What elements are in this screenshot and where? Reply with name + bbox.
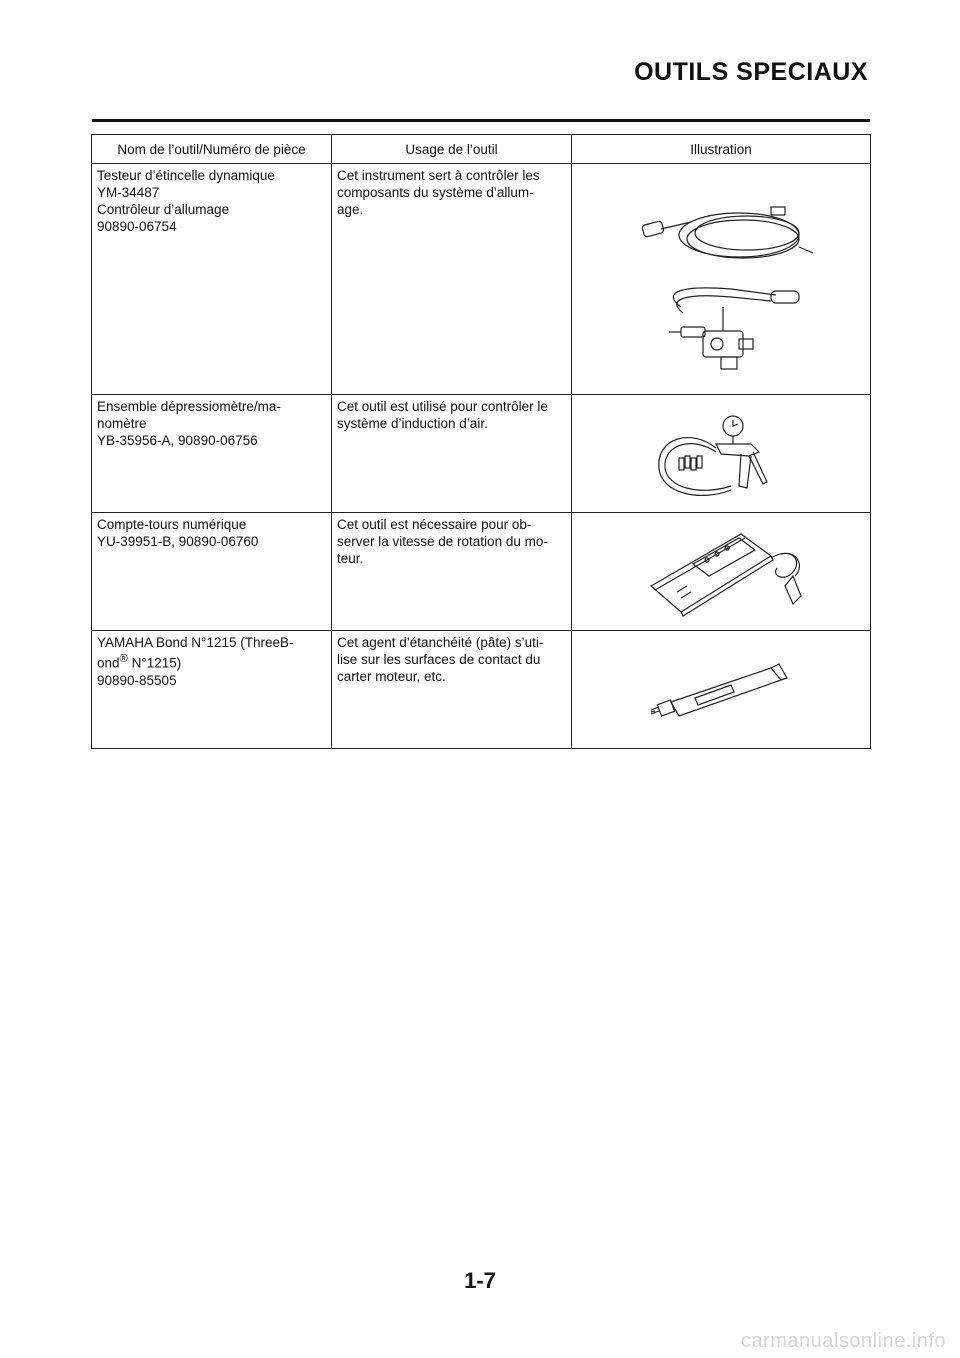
- tool-usage-line: lise sur les surfaces de contact du: [337, 652, 541, 667]
- title-rule: [92, 119, 870, 122]
- table-row: [92, 631, 871, 749]
- tool-name-line: Ensemble dépressiomètre/ma-: [97, 399, 281, 414]
- tool-usage-line: Cet agent d’étanchéité (pâte) s’uti-: [337, 635, 544, 650]
- tool-usage-line: carter moteur, etc.: [337, 669, 446, 684]
- tool-part-number: 90890-06754: [97, 219, 177, 234]
- tool-usage-cell: [332, 164, 572, 395]
- table-row: [92, 513, 871, 631]
- tool-illustration-cell: [572, 513, 871, 631]
- page-title: OUTILS SPECIAUX: [634, 58, 868, 86]
- digital-tachometer-illustration: [621, 516, 821, 627]
- tool-usage-line: age.: [337, 202, 364, 217]
- tool-name-line: nomètre: [97, 416, 147, 431]
- tool-name-text: N°1215): [127, 655, 182, 671]
- tool-usage-cell: [332, 513, 572, 631]
- tool-usage-line: Cet outil est nécessaire pour ob-: [337, 517, 532, 532]
- tool-usage-line: teur.: [337, 551, 364, 566]
- tool-name-line: YAMAHA Bond N°1215 (ThreeB-: [97, 635, 294, 650]
- tool-name-cell: [92, 395, 332, 513]
- vacuum-pressure-pump-illustration: [621, 398, 821, 509]
- tool-name-cell: [92, 164, 332, 395]
- special-tools-table: [91, 134, 871, 749]
- tool-illustration-cell: [572, 395, 871, 513]
- tool-name-line: Contrôleur d’allumage: [97, 202, 230, 217]
- ignition-tester-illustration: [621, 167, 821, 391]
- tool-usage-line: Cet outil est utilisé pour contrôler le: [337, 399, 548, 414]
- table-header-row: [92, 135, 871, 164]
- tool-name-text: ond: [97, 655, 120, 671]
- tool-part-number: YU-39951-B, 90890-06760: [97, 534, 259, 549]
- page-number: 1-7: [464, 1268, 496, 1293]
- registered-mark: ®: [119, 653, 128, 665]
- tool-name-line: Compte-tours numérique: [97, 517, 247, 532]
- column-header-illustration: Illustration: [572, 135, 871, 164]
- tool-illustration-cell: [572, 631, 871, 749]
- tool-illustration-cell: [572, 164, 871, 395]
- tool-part-number: YM-34487: [97, 185, 160, 200]
- tool-usage-cell: [332, 631, 572, 749]
- sealant-tube-illustration: [621, 634, 821, 745]
- tool-usage-line: système d’induction d’air.: [337, 416, 488, 431]
- tool-usage-line: Cet instrument sert à contrôler les: [337, 168, 540, 183]
- tool-usage-line: composants du système d’allum-: [337, 185, 534, 200]
- tool-name-cell: [92, 513, 332, 631]
- watermark: carmanualsonline.info: [740, 1330, 946, 1352]
- column-header-name: Nom de l’outil/Numéro de pièce: [92, 135, 332, 164]
- tool-name-cell: [92, 631, 332, 749]
- tool-name-line: [97, 651, 326, 672]
- table-row: [92, 164, 871, 395]
- tool-name-line: Testeur d’étincelle dynamique: [97, 168, 275, 183]
- table-row: [92, 395, 871, 513]
- tool-part-number: 90890-85505: [97, 672, 177, 688]
- column-header-usage: Usage de l’outil: [332, 135, 572, 164]
- tool-part-number: YB-35956-A, 90890-06756: [97, 433, 258, 448]
- tool-usage-line: server la vitesse de rotation du mo-: [337, 534, 548, 549]
- tool-usage-cell: [332, 395, 572, 513]
